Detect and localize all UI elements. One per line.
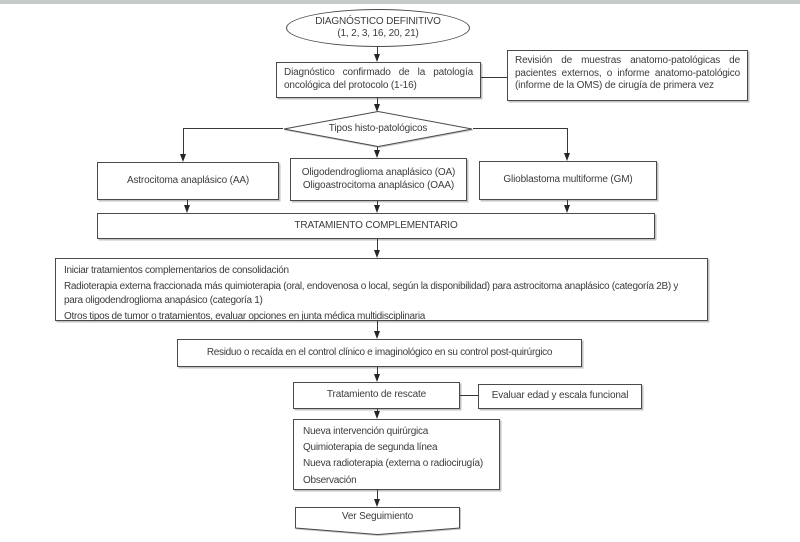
start-subtitle: (1, 2, 3, 16, 20, 21) [337,28,419,39]
arrowhead-oa-to-treatment [374,205,380,213]
arrowhead-to-aa [180,154,186,162]
evaluate-text: Evaluar edad y escala funcional [491,390,629,402]
arrowhead-to-end [374,499,380,507]
options-line1: Nueva intervención quirúrgica [303,426,429,437]
node-rescue-options [293,419,500,490]
node-start-oval [286,9,470,47]
connector-rescue-to-evaluate [460,395,478,396]
arrowhead-to-confirmed [374,54,380,62]
node-revision-samples [507,50,748,101]
arrowhead-to-oa [374,150,380,158]
options-line2: Quimioterapia de segunda línea [303,442,438,454]
node-glioblastoma [479,161,657,200]
revision-text: Revisión de muestras anatomo-patológicas de pacientes externos, o informe anatomo-patológico (informe de la OMS) de cirugía de primera vez [515,55,740,91]
consolidation-line3: Otros tipos de tumor o tratamientos, evaluar opciones en junta médica multidisciplinaria [64,310,426,322]
window-top-bar [0,0,800,4]
decision-label: Tipos histo-patológicos [328,122,428,134]
oa-line2: Oligoastrocitoma anaplásico (OAA) [302,179,455,191]
connector-decision-left [183,128,283,129]
node-residue-relapse [177,339,582,367]
connector-confirmed-to-revision [481,77,507,78]
options-line3: Nueva radioterapia (externa o radiocirugía) [303,458,483,470]
options-line4: Observación [303,474,357,486]
oa-line1: Oligodendroglioma anaplásico (OA) [301,167,456,178]
node-complementary-treatment [97,213,655,239]
confirmed-text: Diagnóstico confirmado de la patología oncológica del protocolo (1-16) [284,67,473,91]
connector-decision-right-down [567,128,568,154]
start-title: DIAGNÓSTICO DEFINITIVO [315,15,441,27]
connector-decision-left-down [183,128,184,155]
arrowhead-gm-to-treatment [564,205,570,213]
arrowhead-to-gm [564,153,570,161]
node-astrocytoma [97,162,279,200]
arrowhead-aa-to-treatment [184,205,190,213]
arrowhead-to-residue [374,331,380,339]
node-evaluate-age-scale [478,384,642,409]
connector-decision-right [473,128,568,129]
aa-text: Astrocitoma anaplásico (AA) [126,174,250,186]
consolidation-line2: Radioterapia externa fraccionada más quimioterapia (oral, endovenosa o local, según la disponibilidad) para astrocitoma anaplásico (categoría 2B) y para oligodendroglioma anapásico (categoría 1) [64,281,679,306]
arrowhead-to-options [374,411,380,419]
node-confirmed-diagnosis [276,62,481,98]
gm-text: Glioblastoma multiforme (GM) [503,174,633,186]
node-oligodendroglioma [290,158,467,201]
node-rescue-treatment [293,382,460,409]
rescue-text: Tratamiento de rescate [326,389,427,401]
node-consolidation-detail [55,258,708,321]
consolidation-line1: Iniciar tratamientos complementarios de consolidación [64,265,289,276]
complementary-text: TRATAMIENTO COMPLEMENTARIO [294,219,458,231]
residue-text: Residuo o recaída en el control clínico e imaginológico en su control post-quirúrgico [206,346,553,358]
arrowhead-to-consolidation [374,250,380,258]
end-label: Ver Seguimiento [341,511,414,523]
arrowhead-to-rescue [374,374,380,382]
